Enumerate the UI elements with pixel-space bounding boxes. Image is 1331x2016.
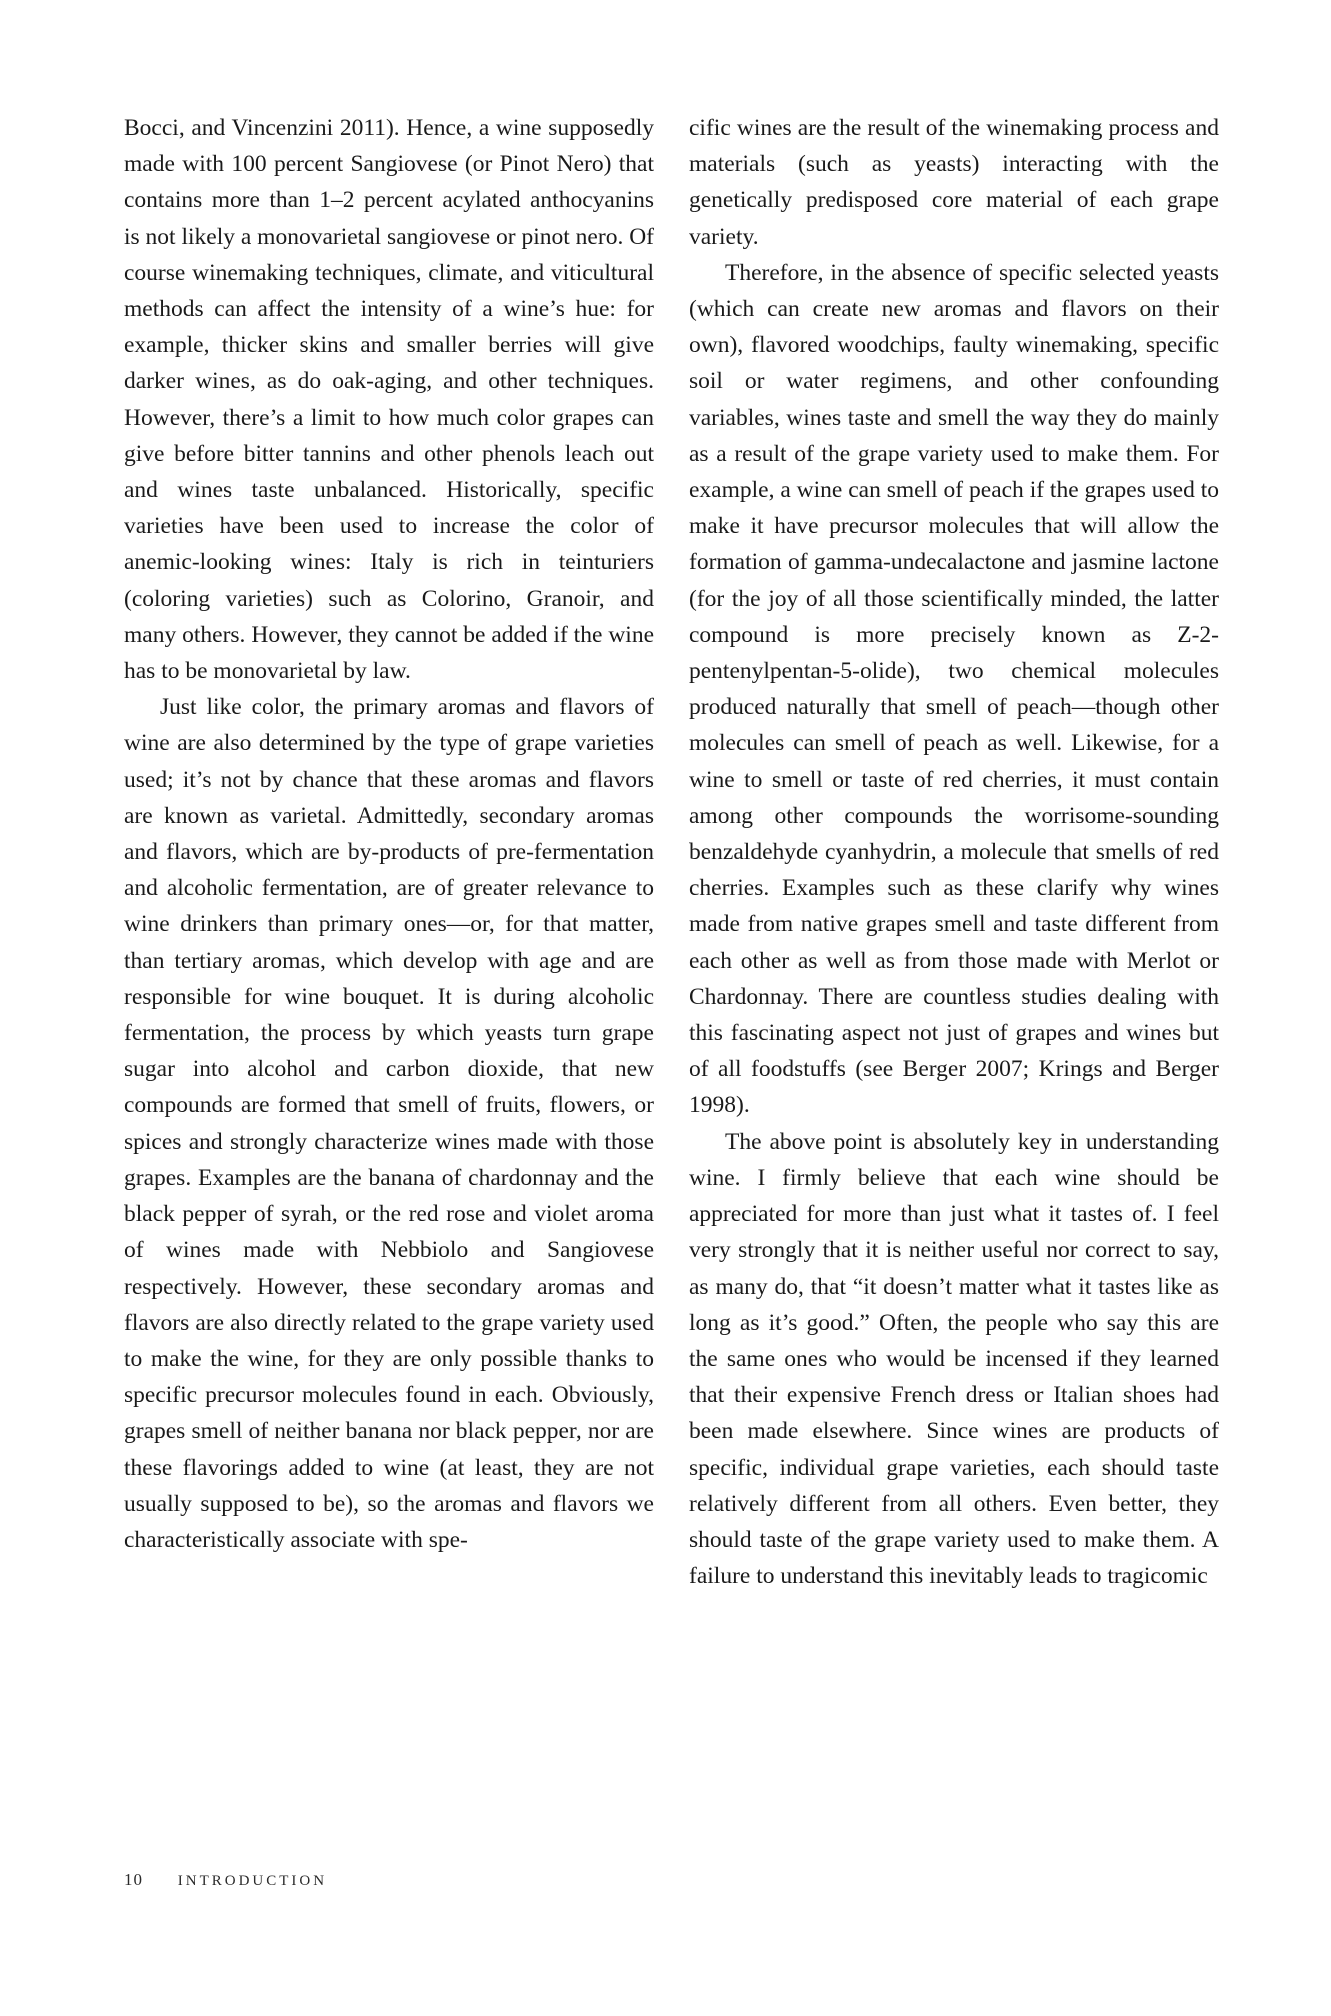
paragraph-right-1: cific wines are the result of the winemaking process and materials (such as yeasts) interacting with the genetically predisposed core material of each grape variety. xyxy=(689,115,1219,250)
paragraph-left-1: Bocci, and Vincenzini 2011). Hence, a wine supposedly made with 100 percent Sangiovese (or Pinot Nero) that contains more than 1–2 percent acylated anthocyanins is not likely a monovarietal sangiovese or pinot nero. Of course winemaking techniques, climate, and viticultural methods can affect the intensity of a wine’s hue: for example, thicker skins and smaller berries will give darker wines, as do oak-aging, and other techniques. However, there’s a limit to how much color grapes can give before bitter tannins and other phenols leach out and wines taste unbalanced. Historically, specific varieties have been used to increase the color of anemic-looking wines: Italy is rich in teinturiers (coloring varieties) such as Colorino, Granoir, and many others. However, they cannot be added if the wine has to be monovarietal by law. xyxy=(124,115,654,685)
page-number: 10 xyxy=(124,1870,143,1889)
paragraph-left-2: Just like color, the primary aromas and flavors of wine are also determined by the type of grape varieties used; it’s not by chance that these aromas and flavors are known as varietal. Admittedly, secondary aromas and flavors, which are by-products of pre-fermentation and alcoholic fermentation, are of greater relevance to wine drinkers than primary ones—or, for that matter, than tertiary aromas, which develop with age and are responsible for wine bouquet. It is during alcoholic fermentation, the process by which yeasts turn grape sugar into alcohol and carbon dioxide, that new compounds are formed that smell of fruits, flowers, or spices and strongly characterize wines made with those grapes. Examples are the banana of chardonnay and the black pepper of syrah, or the red rose and violet aroma of wines made with Nebbiolo and Sangiovese respectively. However, these secondary aromas and flavors are also directly related to the grape variety used to make the wine, for they are only possible thanks to specific precursor molecules found in each. Obviously, grapes smell of neither banana nor black pepper, nor are these flavorings added to wine (at least, they are not usually supposed to be), so the aromas and flavors we characteristically associate with spe- xyxy=(124,694,654,1553)
paragraph-right-2: Therefore, in the absence of specific selected yeasts (which can create new aromas and flavors on their own), flavored woodchips, faulty winemaking, specific soil or water regimens, and other confounding variables, wines taste and smell the way they do mainly as a result of the grape variety used to make them. For example, a wine can smell of peach if the grapes used to make it have precursor molecules that will allow the formation of gamma-undecalactone and jasmine lactone (for the joy of all those scientifically minded, the latter compound is more precisely known as Z-2-pentenylpentan-5-olide), two chemical molecules produced naturally that smell of peach—though other molecules can smell of peach as well. Likewise, for a wine to smell or taste of red cherries, it must contain among other compounds the worrisome-sounding benzaldehyde cyanhydrin, a molecule that smells of red cherries. Examples such as these clarify why wines made from native grapes smell and taste different from each other as well as from those made with Merlot or Chardonnay. There are countless studies dealing with this fascinating aspect not just of grapes and wines but of all foodstuffs (see Berger 2007; Krings and Berger 1998). xyxy=(689,259,1219,1119)
paragraph-right-3: The above point is absolutely key in understanding wine. I firmly believe that each wine should be appreciated for more than just what it tastes of. I feel very strongly that it is neither useful nor correct to say, as many do, that “it doesn’t matter what it tastes like as long as it’s good.” Often, the people who say this are the same ones who would be incensed if they learned that their expensive French dress or Italian shoes had been made elsewhere. Since wines are products of specific, individual grape varieties, each should taste relatively different from all others. Even better, they should taste of the grape variety used to make them. A failure to understand this inevitably leads to tragicomic xyxy=(689,1128,1219,1590)
running-head: INTRODUCTION xyxy=(177,1873,328,1889)
page-footer xyxy=(124,1870,327,1890)
right-column xyxy=(689,110,1219,1594)
left-column xyxy=(124,110,654,1558)
